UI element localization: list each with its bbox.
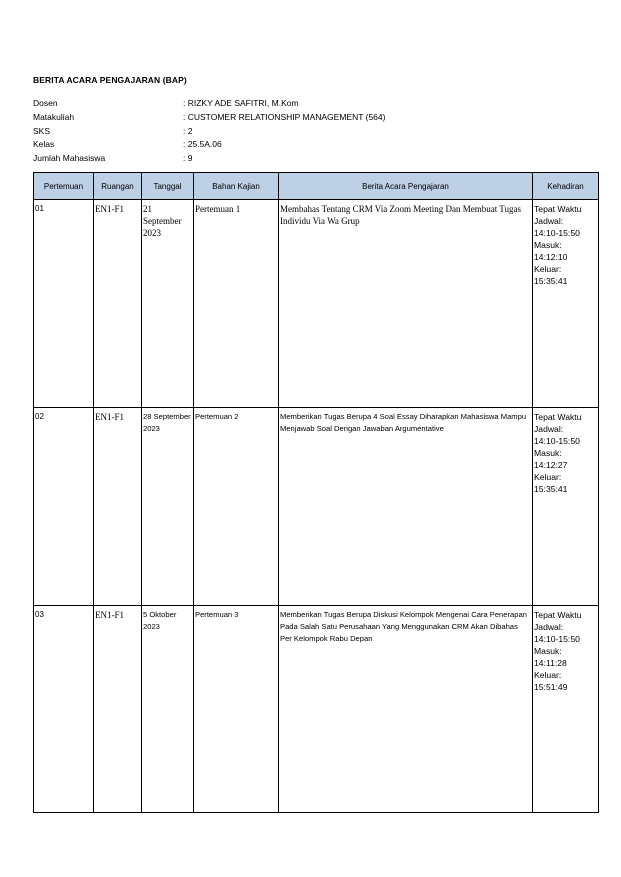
cell-bahan-kajian: Pertemuan 3 (194, 606, 279, 813)
bap-table (33, 172, 599, 813)
document-title: BERITA ACARA PENGAJARAN (BAP) (33, 75, 187, 85)
kehadiran-jadwal-label: Jadwal: (534, 216, 564, 226)
cell-kehadiran (533, 408, 599, 606)
cell-tanggal: 21 September 2023 (142, 200, 194, 408)
kehadiran-keluar: 15:35:41 (534, 484, 568, 494)
kehadiran-masuk: 14:11:28 (534, 658, 567, 668)
kehadiran-status: Tepat Waktu (534, 610, 582, 620)
cell-tanggal: 5 Oktober 2023 (142, 606, 194, 813)
header-bahan-kajian: Bahan Kajian (194, 173, 279, 200)
kehadiran-jadwal-label: Jadwal: (534, 622, 564, 632)
info-value: : 25.5A.06 (183, 139, 222, 150)
info-value: : 9 (183, 153, 193, 164)
info-value: : CUSTOMER RELATIONSHIP MANAGEMENT (564) (183, 111, 386, 122)
kehadiran-jadwal: 14:10-15:50 (534, 634, 580, 644)
info-label: Dosen (33, 98, 58, 108)
kehadiran-keluar: 15:51:49 (534, 682, 568, 692)
kehadiran-keluar-label: Keluar: (534, 472, 562, 482)
cell-bahan-kajian: Pertemuan 2 (194, 408, 279, 606)
kehadiran-keluar-label: Keluar: (534, 264, 562, 274)
cell-berita-acara: Memberikan Tugas Berupa 4 Soal Essay Diharapkan Mahasiswa Mampu Menjawab Soal Dengan Jawaban Argumentative (279, 408, 533, 606)
cell-pertemuan: 03 (34, 606, 94, 813)
kehadiran-masuk-label: Masuk: (534, 448, 562, 458)
info-label: Jumlah Mahasiswa (33, 153, 106, 164)
cell-kehadiran (533, 606, 599, 813)
cell-pertemuan: 01 (34, 200, 94, 408)
header-kehadiran: Kehadiran (533, 173, 599, 200)
table-header-row (34, 173, 599, 200)
info-label: SKS (33, 125, 51, 136)
kehadiran-jadwal-label: Jadwal: (534, 424, 564, 434)
table-row (34, 606, 599, 813)
kehadiran-masuk-label: Masuk: (534, 646, 562, 656)
kehadiran-masuk: 14:12:27 (534, 460, 568, 470)
header-pertemuan: Pertemuan (34, 173, 94, 200)
kehadiran-status: Tepat Waktu (534, 412, 582, 422)
table-row (34, 408, 599, 606)
info-label: Kelas (33, 139, 55, 150)
cell-ruangan: EN1-F1 (94, 606, 142, 813)
header-ruangan: Ruangan (94, 173, 142, 200)
header-tanggal: Tanggal (142, 173, 194, 200)
cell-kehadiran (533, 200, 599, 408)
kehadiran-keluar: 15:35:41 (534, 276, 568, 286)
header-berita-acara: Berita Acara Pengajaran (279, 173, 533, 200)
kehadiran-masuk: 14:12:10 (534, 252, 568, 262)
cell-ruangan: EN1-F1 (94, 408, 142, 606)
kehadiran-keluar-label: Keluar: (534, 670, 562, 680)
cell-berita-acara: Memberikan Tugas Berupa Diskusi Kelompok Mengenai Cara Penerapan Pada Salah Satu Perusahaan Yang Menggunakan CRM Akan Dibahas Per Kelompok Rabu Depan (279, 606, 533, 813)
info-value: : RIZKY ADE SAFITRI, M.Kom (183, 98, 299, 108)
kehadiran-jadwal: 14:10-15:50 (534, 228, 580, 238)
cell-bahan-kajian: Pertemuan 1 (194, 200, 279, 408)
kehadiran-masuk-label: Masuk: (534, 240, 562, 250)
info-label: Matakuliah (33, 111, 75, 122)
cell-pertemuan: 02 (34, 408, 94, 606)
cell-tanggal: 28 September 2023 (142, 408, 194, 606)
table-row (34, 200, 599, 408)
cell-ruangan: EN1-F1 (94, 200, 142, 408)
kehadiran-jadwal: 14:10-15:50 (534, 436, 580, 446)
kehadiran-status: Tepat Waktu (534, 204, 582, 214)
info-value: : 2 (183, 125, 193, 136)
cell-berita-acara: Membahas Tentang CRM Via Zoom Meeting Dan Membuat Tugas Individu Via Wa Grup (279, 200, 533, 408)
